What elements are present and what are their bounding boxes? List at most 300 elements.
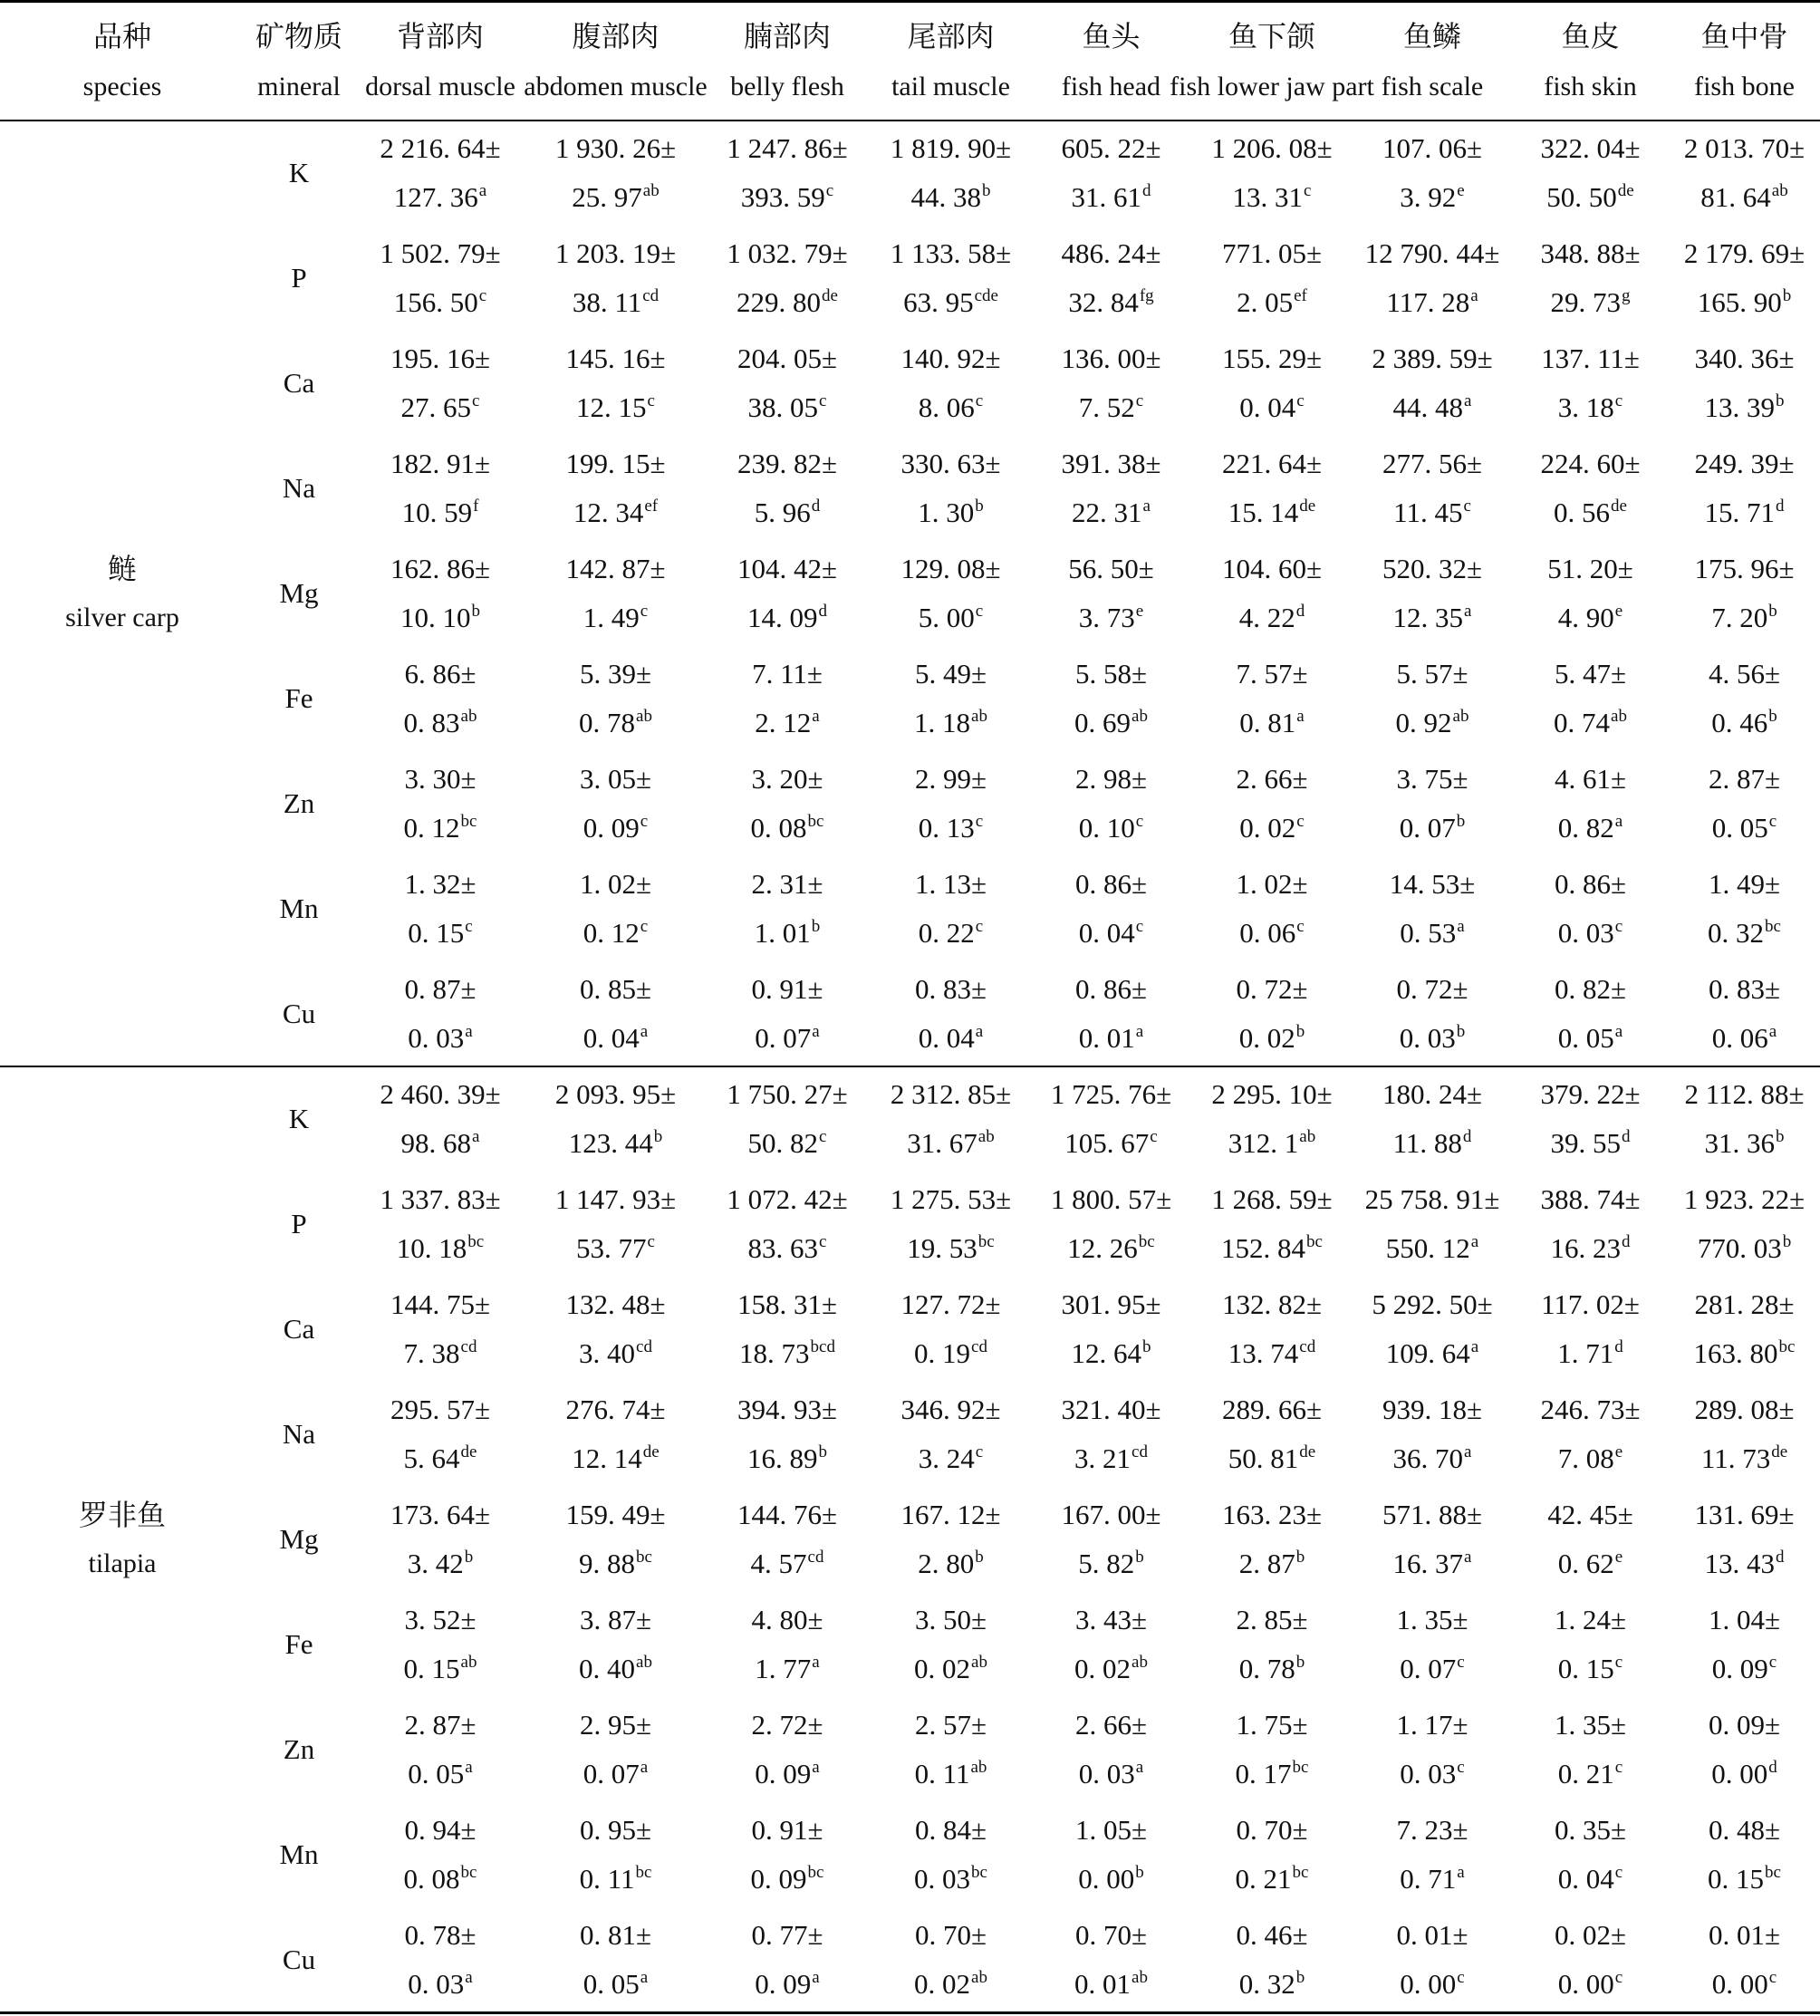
mean-value: 195. 16± bbox=[390, 342, 490, 374]
sd-line bbox=[572, 1434, 659, 1483]
sd-value: 22. 31 bbox=[1072, 497, 1142, 528]
sd-line bbox=[914, 1855, 987, 1904]
sd-line bbox=[579, 1645, 652, 1693]
mean-value: 239. 82± bbox=[737, 448, 837, 479]
mean-value: 1 750. 27± bbox=[727, 1078, 848, 1110]
sd-line bbox=[1236, 1855, 1309, 1904]
significance-letter: a bbox=[640, 1022, 649, 1041]
sd-line bbox=[583, 909, 648, 958]
significance-letter: a bbox=[812, 1758, 820, 1777]
data-cell bbox=[1669, 646, 1820, 751]
data-cell bbox=[1353, 1592, 1512, 1697]
mean-value: 520. 32± bbox=[1382, 553, 1482, 584]
significance-letter: b bbox=[1295, 1968, 1305, 1987]
mean-value: 2. 87± bbox=[404, 1709, 477, 1741]
significance-letter: ab bbox=[971, 1653, 987, 1672]
data-cell bbox=[353, 121, 527, 226]
sd-line bbox=[1554, 488, 1627, 537]
sd-value: 13. 74 bbox=[1228, 1337, 1299, 1369]
data-cell bbox=[527, 1172, 704, 1277]
significance-letter: ab bbox=[971, 1968, 987, 1987]
header-dorsal-muscle bbox=[353, 3, 527, 121]
sd-line bbox=[748, 1224, 827, 1273]
data-cell bbox=[527, 1277, 704, 1382]
significance-letter: c bbox=[640, 602, 649, 621]
significance-letter: a bbox=[1464, 602, 1472, 621]
sd-line bbox=[918, 1539, 984, 1588]
sd-value: 163. 80 bbox=[1693, 1337, 1778, 1369]
significance-letter: cd bbox=[971, 1337, 987, 1356]
data-cell bbox=[1353, 1172, 1512, 1277]
sd-value: 83. 63 bbox=[747, 1232, 819, 1264]
data-cell bbox=[1512, 1382, 1669, 1487]
sd-value: 165. 90 bbox=[1697, 286, 1782, 318]
header-part-zh: 鱼皮 bbox=[1561, 20, 1620, 53]
significance-letter: a bbox=[465, 1022, 473, 1041]
data-cell bbox=[1031, 121, 1191, 226]
sd-value: 123. 44 bbox=[568, 1127, 653, 1159]
mean-value: 2. 85± bbox=[1236, 1604, 1308, 1635]
sd-value: 12. 26 bbox=[1067, 1232, 1138, 1264]
sd-line bbox=[911, 173, 991, 222]
sd-value: 36. 70 bbox=[1392, 1442, 1464, 1474]
mean-value: 1 800. 57± bbox=[1050, 1183, 1172, 1215]
sd-value: 1. 30 bbox=[918, 497, 975, 528]
mean-value: 301. 95± bbox=[1061, 1288, 1161, 1320]
mean-value: 163. 23± bbox=[1221, 1499, 1322, 1530]
sd-value: 0. 01 bbox=[1074, 1968, 1131, 2000]
significance-letter: de bbox=[1617, 181, 1634, 200]
data-cell bbox=[527, 1802, 704, 1907]
mean-value: 0. 87± bbox=[404, 973, 477, 1005]
sd-value: 0. 46 bbox=[1711, 707, 1768, 738]
mineral-cell: Mn bbox=[279, 1838, 319, 1870]
data-cell bbox=[1669, 1907, 1820, 2012]
data-cell bbox=[1031, 961, 1191, 1066]
sd-value: 0. 12 bbox=[583, 917, 640, 949]
significance-letter: a bbox=[465, 1968, 473, 1987]
data-cell bbox=[1353, 1802, 1512, 1907]
sd-value: 550. 12 bbox=[1385, 1232, 1470, 1264]
significance-letter: c bbox=[825, 181, 834, 200]
significance-letter: a bbox=[472, 1127, 480, 1146]
data-cell bbox=[1031, 1592, 1191, 1697]
sd-value: 12. 35 bbox=[1392, 602, 1464, 633]
significance-letter: c bbox=[465, 917, 473, 936]
mean-value: 0. 81± bbox=[579, 1919, 651, 1951]
sd-line bbox=[1221, 1224, 1323, 1273]
mean-value: 1 203. 19± bbox=[554, 237, 677, 269]
sd-value: 98. 68 bbox=[400, 1127, 472, 1159]
significance-letter: bc bbox=[635, 1863, 652, 1882]
data-cell bbox=[1669, 961, 1820, 1066]
sd-line bbox=[1239, 593, 1305, 642]
sd-line bbox=[1712, 804, 1777, 853]
data-cell bbox=[1512, 1907, 1669, 2012]
sd-value: 0. 01 bbox=[1078, 1022, 1135, 1054]
significance-letter: de bbox=[1611, 497, 1627, 516]
data-cell bbox=[1669, 856, 1820, 961]
header-mineral-en: mineral bbox=[257, 72, 341, 101]
significance-letter: b bbox=[464, 1548, 474, 1567]
data-cell bbox=[1031, 1382, 1191, 1487]
data-cell bbox=[1353, 1277, 1512, 1382]
sd-line bbox=[1239, 804, 1304, 853]
data-cell bbox=[353, 1382, 527, 1487]
sd-value: 0. 03 bbox=[1399, 1022, 1456, 1054]
data-cell bbox=[353, 226, 527, 331]
data-cell bbox=[871, 1802, 1031, 1907]
mean-value: 107. 06± bbox=[1382, 132, 1482, 164]
sd-line bbox=[402, 488, 479, 537]
mineral-cell: P bbox=[291, 1208, 307, 1240]
sd-value: 1. 49 bbox=[583, 602, 640, 633]
significance-letter: a bbox=[1768, 1022, 1777, 1041]
mean-value: 0. 70± bbox=[914, 1919, 987, 1951]
data-cell bbox=[353, 1487, 527, 1592]
sd-value: 0. 83 bbox=[403, 707, 460, 738]
data-cell bbox=[1512, 1066, 1669, 1172]
sd-line bbox=[1078, 1539, 1144, 1588]
sd-value: 0. 03 bbox=[1400, 1758, 1457, 1789]
mean-value: 204. 05± bbox=[737, 342, 837, 374]
sd-value: 0. 81 bbox=[1239, 707, 1296, 738]
header-fish-bone bbox=[1669, 3, 1820, 121]
mean-value: 1 072. 42± bbox=[727, 1183, 848, 1215]
header-species bbox=[0, 3, 245, 121]
significance-letter: bc bbox=[1765, 1863, 1781, 1882]
sd-value: 1. 71 bbox=[1557, 1337, 1614, 1369]
data-cell bbox=[527, 1487, 704, 1592]
sd-line bbox=[1711, 699, 1777, 748]
data-cell bbox=[871, 646, 1031, 751]
significance-letter: c bbox=[1614, 1863, 1623, 1882]
data-cell bbox=[1669, 1382, 1820, 1487]
significance-letter: ab bbox=[1771, 181, 1788, 200]
significance-letter: bc bbox=[977, 1232, 995, 1251]
data-cell bbox=[527, 1697, 704, 1802]
sd-line bbox=[1712, 1960, 1777, 2009]
sd-line bbox=[1239, 1014, 1305, 1063]
mean-value: 1 502. 79± bbox=[380, 237, 501, 269]
sd-line bbox=[1079, 804, 1143, 853]
mean-value: 167. 00± bbox=[1061, 1499, 1161, 1530]
sd-line bbox=[1396, 699, 1469, 748]
mean-value: 7. 57± bbox=[1236, 658, 1308, 690]
significance-letter: b bbox=[1782, 1232, 1792, 1251]
data-cell bbox=[353, 961, 527, 1066]
sd-value: 31. 36 bbox=[1704, 1127, 1775, 1159]
sd-line bbox=[1386, 278, 1478, 327]
header-mineral-zh: 矿物质 bbox=[255, 20, 342, 53]
mean-value: 3. 05± bbox=[579, 763, 651, 795]
sd-line bbox=[583, 593, 648, 642]
mean-value: 175. 96± bbox=[1694, 553, 1795, 584]
sd-line bbox=[1558, 1750, 1623, 1799]
header-part-zh: 鱼鳞 bbox=[1402, 20, 1461, 53]
mean-value: 1 337. 83± bbox=[380, 1183, 501, 1215]
sd-value: 0. 04 bbox=[918, 1022, 975, 1054]
sd-line bbox=[573, 488, 658, 537]
header-fish-head bbox=[1031, 3, 1191, 121]
sd-line bbox=[1064, 1119, 1157, 1168]
significance-letter: cd bbox=[1299, 1337, 1316, 1356]
sd-value: 0. 04 bbox=[1557, 1863, 1614, 1895]
mean-value: 1 133. 58± bbox=[890, 237, 1012, 269]
sd-line bbox=[1393, 1434, 1472, 1483]
sd-line bbox=[1551, 1224, 1631, 1273]
sd-line bbox=[1712, 1014, 1777, 1063]
sd-value: 18. 73 bbox=[739, 1337, 810, 1369]
significance-letter: cd bbox=[1131, 1442, 1148, 1461]
sd-line bbox=[408, 1750, 472, 1799]
mean-value: 4. 56± bbox=[1708, 658, 1780, 690]
significance-letter: a bbox=[465, 1758, 473, 1777]
sd-line bbox=[583, 804, 648, 853]
significance-letter: e bbox=[1614, 1442, 1623, 1461]
data-cell bbox=[871, 1592, 1031, 1697]
sd-line bbox=[1705, 488, 1785, 537]
sd-line bbox=[1558, 593, 1623, 642]
data-cell bbox=[1512, 961, 1669, 1066]
sd-value: 0. 03 bbox=[408, 1022, 465, 1054]
significance-letter: c bbox=[1768, 812, 1777, 831]
significance-letter: b bbox=[1295, 1653, 1305, 1672]
mineral-cell: Fe bbox=[284, 682, 313, 714]
header-fish-skin bbox=[1512, 3, 1669, 121]
significance-letter: c bbox=[1150, 1127, 1158, 1146]
data-cell bbox=[353, 1802, 527, 1907]
data-cell bbox=[704, 1592, 871, 1697]
mean-value: 1 819. 90± bbox=[890, 132, 1012, 164]
data-cell bbox=[353, 646, 527, 751]
mean-value: 277. 56± bbox=[1382, 448, 1482, 479]
sd-line bbox=[1233, 173, 1312, 222]
data-cell bbox=[353, 1066, 527, 1172]
sd-value: 117. 28 bbox=[1386, 286, 1470, 318]
significance-letter: c bbox=[975, 917, 984, 936]
sd-value: 0. 10 bbox=[1078, 812, 1135, 844]
mean-value: 3. 52± bbox=[404, 1604, 477, 1635]
significance-letter: a bbox=[640, 1758, 649, 1777]
data-cell bbox=[704, 121, 871, 226]
sd-value: 0. 07 bbox=[1400, 1653, 1457, 1684]
data-cell bbox=[1031, 331, 1191, 436]
sd-value: 2. 80 bbox=[918, 1548, 975, 1579]
data-cell bbox=[527, 856, 704, 961]
data-cell bbox=[1031, 856, 1191, 961]
mean-value: 0. 86± bbox=[1554, 868, 1626, 900]
data-cell bbox=[1512, 226, 1669, 331]
sd-line bbox=[1708, 909, 1781, 958]
significance-letter: a bbox=[812, 1653, 820, 1672]
significance-letter: a bbox=[1464, 391, 1472, 410]
sd-line bbox=[1074, 1960, 1148, 2009]
mean-value: 167. 12± bbox=[900, 1499, 1001, 1530]
sd-line bbox=[1228, 1434, 1315, 1483]
mean-value: 2 013. 70± bbox=[1683, 132, 1806, 164]
header-tail-muscle bbox=[871, 3, 1031, 121]
data-cell bbox=[1191, 541, 1353, 646]
sd-line bbox=[1239, 1645, 1305, 1693]
data-cell bbox=[353, 751, 527, 856]
mineral-cell: Zn bbox=[283, 787, 315, 819]
sd-value: 44. 48 bbox=[1392, 391, 1464, 423]
sd-line bbox=[1705, 1539, 1785, 1588]
mean-value: 1 032. 79± bbox=[727, 237, 848, 269]
mean-value: 0. 85± bbox=[579, 973, 651, 1005]
sd-value: 0. 00 bbox=[1711, 1758, 1768, 1789]
sd-line bbox=[1558, 909, 1623, 958]
sd-value: 4. 22 bbox=[1238, 602, 1295, 633]
mineral-cell: Cu bbox=[282, 998, 316, 1029]
sd-line bbox=[907, 1224, 994, 1273]
mineral-cell: Ca bbox=[283, 367, 315, 399]
mean-value: 132. 48± bbox=[565, 1288, 666, 1320]
data-cell bbox=[1191, 1907, 1353, 2012]
sd-value: 12. 14 bbox=[572, 1442, 642, 1474]
significance-letter: c bbox=[1457, 1653, 1465, 1672]
significance-letter: c bbox=[1135, 391, 1144, 410]
mean-value: 131. 69± bbox=[1694, 1499, 1795, 1530]
significance-letter: cd bbox=[642, 286, 660, 305]
data-cell bbox=[1512, 751, 1669, 856]
mean-value: 1. 13± bbox=[914, 868, 987, 900]
mean-value: 0. 78± bbox=[404, 1919, 477, 1951]
mean-value: 2 216. 64± bbox=[380, 132, 501, 164]
sd-value: 1. 18 bbox=[914, 707, 971, 738]
sd-value: 0. 74 bbox=[1554, 707, 1611, 738]
sd-line bbox=[404, 1645, 477, 1693]
significance-letter: bc bbox=[807, 1863, 824, 1882]
significance-letter: bc bbox=[807, 812, 824, 831]
mean-value: 14. 53± bbox=[1389, 868, 1476, 900]
sd-line bbox=[1237, 278, 1307, 327]
sd-line bbox=[1393, 1539, 1472, 1588]
sd-line bbox=[1072, 1329, 1151, 1378]
significance-letter: c bbox=[1614, 1653, 1623, 1672]
header-part-zh: 腹部肉 bbox=[572, 20, 660, 53]
data-cell bbox=[1512, 1802, 1669, 1907]
sd-value: 0. 09 bbox=[1711, 1653, 1768, 1684]
data-cell bbox=[1669, 436, 1820, 541]
mean-value: 771. 05± bbox=[1221, 237, 1322, 269]
header-part-zh: 背部肉 bbox=[396, 20, 484, 53]
sd-value: 0. 03 bbox=[1078, 1758, 1135, 1789]
significance-letter: b bbox=[975, 1548, 984, 1567]
mean-value: 104. 60± bbox=[1221, 553, 1322, 584]
mean-value: 1 930. 26± bbox=[554, 132, 677, 164]
species-name-en: tilapia bbox=[88, 1548, 157, 1578]
mean-value: 1 268. 59± bbox=[1211, 1183, 1333, 1215]
significance-letter: c bbox=[819, 391, 827, 410]
sd-line bbox=[576, 1224, 655, 1273]
data-cell bbox=[1191, 856, 1353, 961]
sd-value: 0. 92 bbox=[1395, 707, 1452, 738]
data-cell bbox=[1512, 856, 1669, 961]
mean-value: 0. 09± bbox=[1708, 1709, 1780, 1741]
significance-letter: c bbox=[1304, 181, 1312, 200]
data-cell bbox=[871, 331, 1031, 436]
sd-value: 13. 39 bbox=[1704, 391, 1775, 423]
sd-value: 0. 71 bbox=[1400, 1863, 1457, 1895]
sd-line bbox=[1239, 1539, 1305, 1588]
mean-value: 1. 35± bbox=[1554, 1709, 1626, 1741]
header-abdomen-muscle bbox=[524, 3, 708, 121]
sd-value: 0. 78 bbox=[1238, 1653, 1295, 1684]
sd-line bbox=[404, 1855, 477, 1904]
sd-value: 12. 15 bbox=[576, 391, 647, 423]
significance-letter: bc bbox=[1778, 1337, 1796, 1356]
data-cell bbox=[1031, 1277, 1191, 1382]
significance-letter: de bbox=[1771, 1442, 1788, 1461]
mean-value: 0. 95± bbox=[579, 1814, 651, 1846]
data-cell bbox=[704, 226, 871, 331]
sd-value: 0. 11 bbox=[914, 1758, 970, 1789]
mean-value: 104. 42± bbox=[737, 553, 837, 584]
significance-letter: bc bbox=[1138, 1232, 1155, 1251]
mineral-cell: Mg bbox=[279, 577, 319, 609]
mean-value: 0. 72± bbox=[1396, 973, 1469, 1005]
sd-value: 770. 03 bbox=[1697, 1232, 1782, 1264]
sd-line bbox=[1400, 1750, 1464, 1799]
data-cell bbox=[1191, 331, 1353, 436]
mineral-cell: P bbox=[291, 262, 307, 294]
data-cell bbox=[1512, 331, 1669, 436]
sd-line bbox=[1239, 1960, 1305, 2009]
sd-line bbox=[1558, 1645, 1623, 1693]
significance-letter: c bbox=[1135, 917, 1144, 936]
sd-value: 105. 67 bbox=[1064, 1127, 1150, 1159]
sd-line bbox=[751, 1855, 824, 1904]
sd-value: 0. 21 bbox=[1557, 1758, 1614, 1789]
sd-line bbox=[1239, 909, 1304, 958]
significance-letter: c bbox=[647, 1232, 655, 1251]
data-cell bbox=[1353, 646, 1512, 751]
sd-line bbox=[1558, 1855, 1623, 1904]
mineral-cell: Na bbox=[282, 1418, 316, 1450]
mean-value: 7. 11± bbox=[752, 658, 823, 690]
sd-line bbox=[1400, 1014, 1466, 1063]
mean-value: 2. 95± bbox=[579, 1709, 651, 1741]
significance-letter: bc bbox=[467, 1232, 485, 1251]
significance-letter: a bbox=[812, 1022, 820, 1041]
sd-line bbox=[1236, 1750, 1309, 1799]
significance-letter: b bbox=[1456, 812, 1466, 831]
sd-value: 29. 73 bbox=[1550, 286, 1621, 318]
data-cell bbox=[1031, 1066, 1191, 1172]
significance-letter: c bbox=[1614, 391, 1623, 410]
sd-line bbox=[1711, 1750, 1777, 1799]
significance-letter: f bbox=[473, 497, 479, 516]
mean-value: 42. 45± bbox=[1547, 1499, 1633, 1530]
sd-line bbox=[1400, 804, 1466, 853]
mean-value: 0. 02± bbox=[1554, 1919, 1626, 1951]
sd-line bbox=[401, 1119, 480, 1168]
sd-line bbox=[408, 1960, 472, 2009]
sd-line bbox=[739, 1329, 835, 1378]
significance-letter: b bbox=[1135, 1548, 1144, 1567]
sd-line bbox=[919, 383, 983, 432]
mean-value: 2. 98± bbox=[1074, 763, 1147, 795]
sd-value: 11. 88 bbox=[1392, 1127, 1462, 1159]
significance-letter: a bbox=[1614, 1022, 1623, 1041]
significance-letter: c bbox=[478, 286, 487, 305]
sd-line bbox=[408, 1539, 474, 1588]
data-cell bbox=[1669, 331, 1820, 436]
sd-value: 3. 42 bbox=[407, 1548, 464, 1579]
data-cell bbox=[1031, 436, 1191, 541]
